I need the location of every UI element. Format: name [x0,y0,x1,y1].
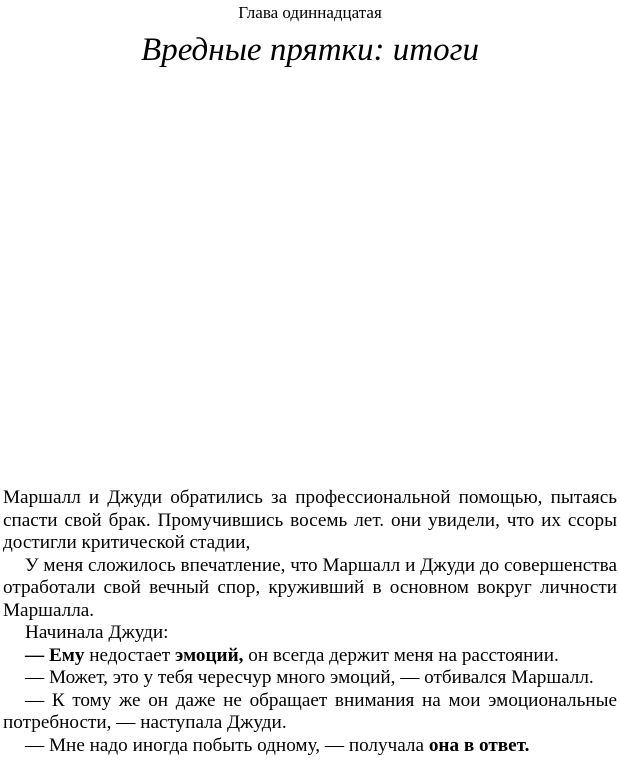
bold-она-в-ответ: она в ответ. [428,734,530,756]
body-text [3,487,617,757]
bold-ему: Ему [48,644,85,666]
paragraph-impression: У меня сложилось впечатление, что Маршалл и Джуди до совершенства отработали свой вечный спор, круживший в основном вокруг личности Маршалла. [3,554,617,621]
dialogue-text: — Мне надо иногда побыть одному, — получала [25,734,429,756]
dialogue-marshall-reply: — Может, это у тебя чересчур много эмоций, — отбивался Маршалл. [25,667,594,688]
chapter-title: Вредные прятки: итоги [141,32,479,68]
dialogue-judy-emotions [3,645,617,668]
dialogue-text: недостает [84,644,175,666]
dialogue-judy-needs: — К тому же он даже не обращает внимания на мои эмоциональные потребности, — наступала Джуди. [3,689,617,733]
dialogue-dash: — [25,644,49,666]
paragraph-intro: Маршалл и Джуди обратились за профессиональной помощью, пытаясь спасти свой брак. Промучившись восемь лет. они увидели, что их ссоры достигли критической стадии, [3,487,617,553]
chapter-label: Глава одиннадцатая [238,3,382,22]
paragraph-judy-starts: Начинала Джуди: [25,622,169,643]
bold-эмоций: эмоций, [174,644,244,666]
dialogue-marshall-alone [3,735,617,758]
dialogue-text: он всегда держит меня на расстоянии. [243,644,559,666]
